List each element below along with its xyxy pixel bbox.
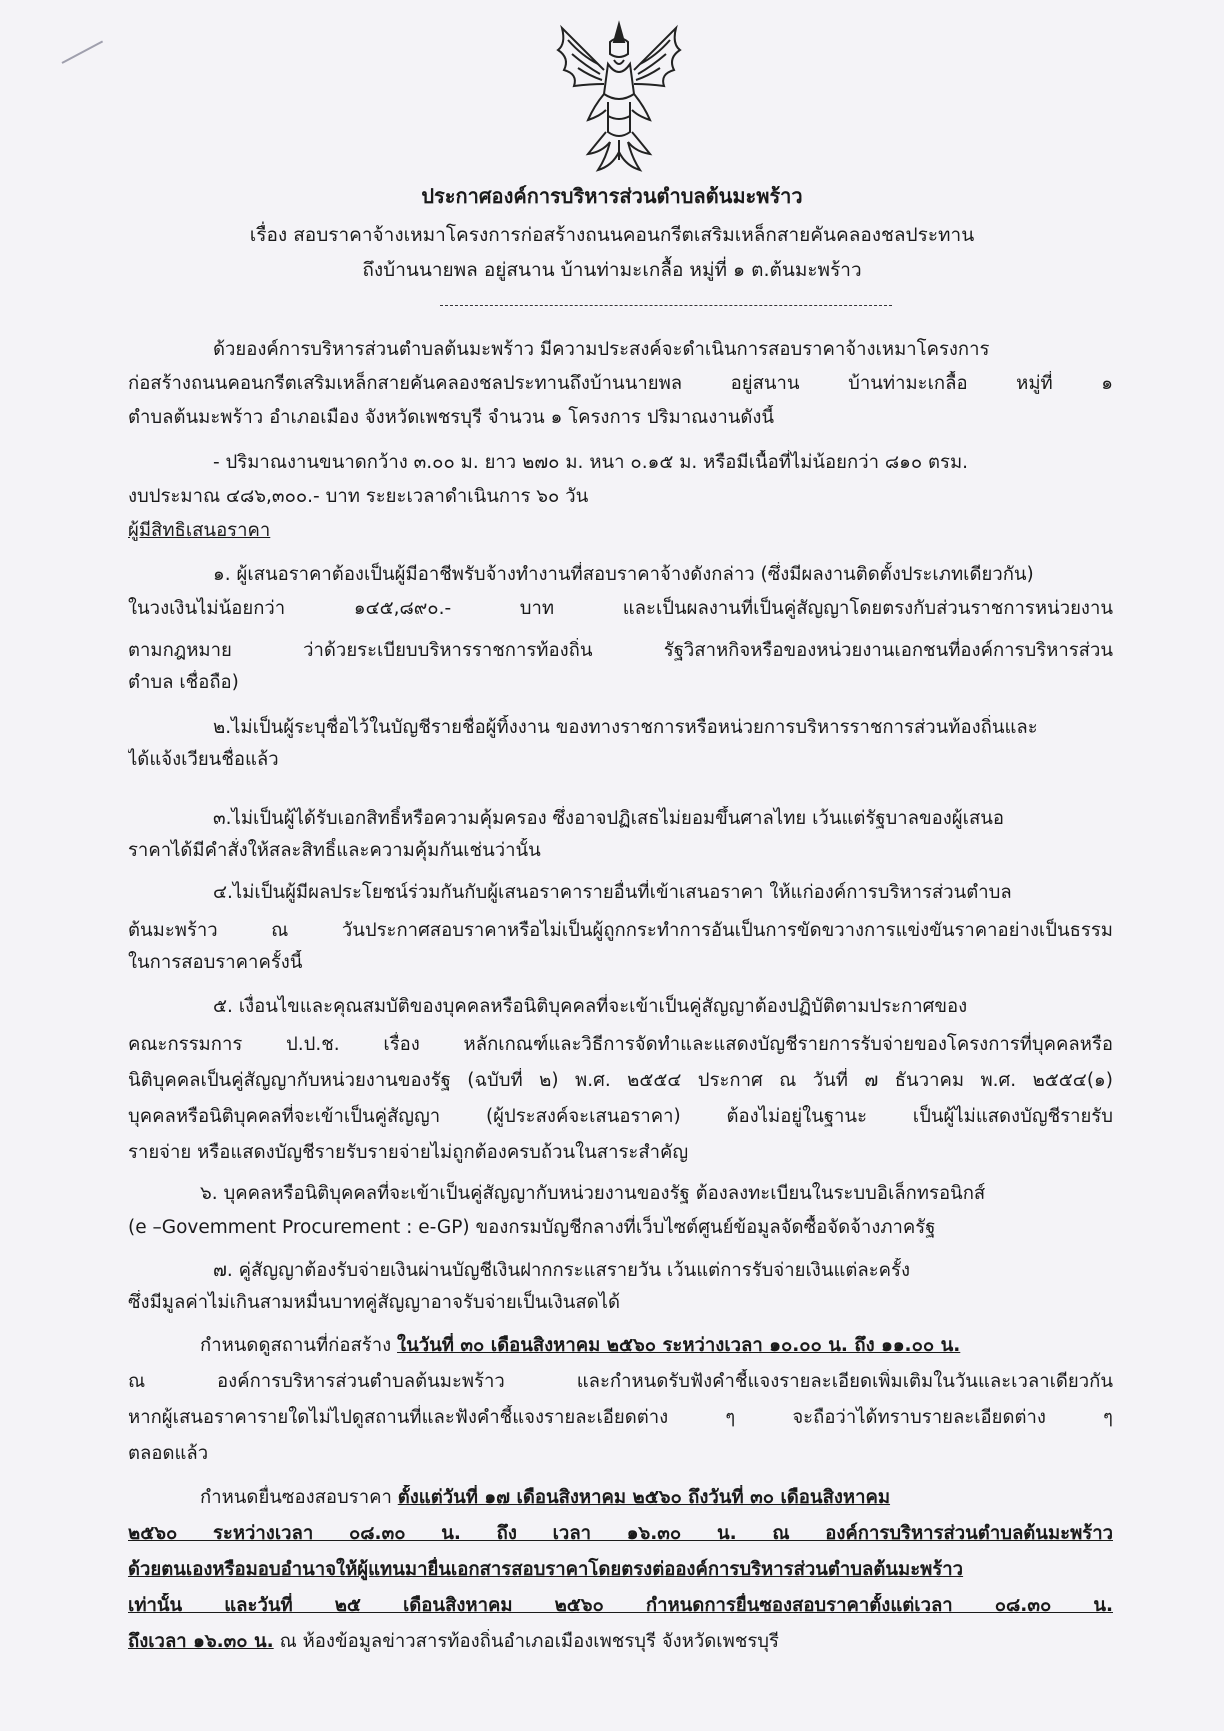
qualification-7-line-2: ซึ่งมีมูลค่าไม่เกินสามหมื่นบาทคู่สัญญาอาจรับจ่ายเป็นเงินสดได้ — [128, 1292, 620, 1313]
qualification-1-line-3: ตามกฎหมาย ว่าด้วยระเบียบบริหารราชการท้องถิ่น รัฐวิสาหกิจหรือของหน่วยงานเอกชนที่องค์การบริหารส่วน — [128, 640, 1113, 661]
qualification-5-line-5: รายจ่าย หรือแสดงบัญชีรายรับรายจ่ายไม่ถูกต้องครบถ้วนในสาระสำคัญ — [128, 1142, 689, 1163]
subject-line-2: ถึงบ้านนายพล อยู่สนาน บ้านท่ามะเกลื้อ หมู่ที่ ๑ ต.ต้นมะพร้าว — [362, 259, 862, 281]
qualification-7-line-1: ๗. คู่สัญญาต้องรับจ่ายเงินผ่านบัญชีเงินฝากกระแสรายวัน เว้นแต่การรับจ่ายเงินแต่ละครั้ง — [213, 1260, 911, 1281]
submission-line-3: ด้วยตนเองหรือมอบอำนาจให้ผู้แทนมายื่นเอกสารสอบราคาโดยตรงต่อองค์การบริหารส่วนตำบลต้นมะพร้าว — [128, 1559, 964, 1580]
garuda-emblem-icon — [548, 20, 690, 176]
intro-line-3: ตำบลต้นมะพร้าว อำเภอเมือง จังหวัดเพชรบุรี จำนวน ๑ โครงการ ปริมาณงานดังนี้ — [128, 407, 775, 428]
site-visit-date: ในวันที่ ๓๐ เดือนสิงหาคม ๒๕๖๐ ระหว่างเวลา ๑๐.๐๐ น. ถึง ๑๑.๐๐ น. — [397, 1335, 961, 1356]
qualification-1-line-4: ตำบล เชื่อถือ) — [128, 672, 239, 693]
submission-line-1 — [200, 1485, 1113, 1511]
title-divider — [440, 305, 892, 306]
site-visit-label: กำหนดดูสถานที่ก่อสร้าง — [200, 1335, 398, 1356]
submission-label: กำหนดยื่นซองสอบราคา — [200, 1487, 398, 1508]
subject-line-1: เรื่อง สอบราคาจ้างเหมาโครงการก่อสร้างถนนคอนกรีตเสริมเหล็กสายคันคลองชลประทาน — [249, 224, 975, 246]
qualification-1-line-2: ในวงเงินไม่น้อยกว่า ๑๔๕,๘๙๐.- บาท และเป็นผลงานที่เป็นคู่สัญญาโดยตรงกับส่วนราชการหน่วยงาน — [128, 598, 1113, 619]
site-visit-line-3: หากผู้เสนอราคารายใดไม่ไปดูสถานที่และฟังคำชี้แจงรายละเอียดต่าง ๆ จะถือว่าได้ทราบรายละเอียดต่าง ๆ — [128, 1407, 1113, 1428]
site-visit-line-2: ณ องค์การบริหารส่วนตำบลต้นมะพร้าว และกำหนดรับฟังคำชี้แจงรายละเอียดเพิ่มเติมในวันและเวลาเดียวกัน — [128, 1371, 1113, 1392]
qualification-5-line-4: บุคคลหรือนิติบุคคลที่จะเข้าเป็นคู่สัญญา (ผู้ประสงค์จะเสนอราคา) ต้องไม่อยู่ในฐานะ เป็นผู้ไม่แสดงบัญชีรายรับ — [128, 1106, 1113, 1127]
qualification-6-line-1: ๖. บุคคลหรือนิติบุคคลที่จะเข้าเป็นคู่สัญญากับหน่วยงานของรัฐ ต้องลงทะเบียนในระบบอิเล็กทรอนิกส์ — [200, 1183, 986, 1204]
qualification-1-line-1: ๑. ผู้เสนอราคาต้องเป็นผู้มีอาชีพรับจ้างทำงานที่สอบราคาจ้างดังกล่าว (ซึ่งมีผลงานติดตั้งประเภทเดียวกัน) — [213, 564, 1034, 585]
intro-line-2: ก่อสร้างถนนคอนกรีตเสริมเหล็กสายคันคลองชลประทานถึงบ้านนายพล อยู่สนาน บ้านท่ามะเกลื้อ หมู่ที่ ๑ — [128, 373, 1113, 394]
site-visit-line-4: ตลอดแล้ว — [128, 1443, 209, 1464]
document-title: ประกาศองค์การบริหารส่วนตำบลต้นมะพร้าว — [421, 184, 803, 208]
qualification-3-line-2: ราคาได้มีคำสั่งให้สละสิทธิ์และความคุ้มกันเช่นว่านั้น — [128, 840, 541, 861]
qualification-4-line-2: ต้นมะพร้าว ณ วันประกาศสอบราคาหรือไม่เป็นผู้ถูกกระทำการอันเป็นการขัดขวางการแข่งขันราคาอย่างเป็นธรรม — [128, 920, 1113, 941]
pen-mark — [62, 41, 104, 64]
submission-date-range: ตั้งแต่วันที่ ๑๗ เดือนสิงหาคม ๒๕๖๐ ถึงวันที่ ๓๐ เดือนสิงหาคม — [397, 1487, 891, 1508]
site-visit-line-1 — [200, 1333, 1113, 1359]
qualification-5-line-1: ๕. เงื่อนไขและคุณสมบัติของบุคคลหรือนิติบุคคลที่จะเข้าเป็นคู่สัญญาต้องปฏิบัติตามประกาศของ — [213, 996, 968, 1017]
qualification-4-line-3: ในการสอบราคาครั้งนี้ — [128, 952, 303, 973]
volume-line-2: งบประมาณ ๔๘๖,๓๐๐.- บาท ระยะเวลาดำเนินการ ๖๐ วัน — [128, 486, 589, 507]
qualification-2-line-1: ๒.ไม่เป็นผู้ระบุชื่อไว้ในบัญชีรายชื่อผู้ทิ้งงาน ของทางราชการหรือหน่วยการบริหารราชการส่วนท้องถิ่นและ — [213, 717, 1038, 738]
submission-line-2: ๒๕๖๐ ระหว่างเวลา ๐๘.๓๐ น. ถึง เวลา ๑๖.๓๐ น. ณ องค์การบริหารส่วนตำบลต้นมะพร้าว — [128, 1523, 1113, 1544]
qualification-5-line-3: นิติบุคคลเป็นคู่สัญญากับหน่วยงานของรัฐ (ฉบับที่ ๒) พ.ศ. ๒๕๕๔ ประกาศ ณ วันที่ ๗ ธันวาคม พ.ศ. ๒๕๕๔(๑) — [128, 1070, 1113, 1091]
qualification-heading: ผู้มีสิทธิเสนอราคา — [128, 520, 271, 541]
qualification-6-line-2: (e –Govemment Procurement : e-GP) ของกรมบัญชีกลางที่เว็บไซต์ศูนย์ข้อมูลจัดซื้อจัดจ้างภาครัฐ — [128, 1217, 936, 1238]
qualification-3-line-1: ๓.ไม่เป็นผู้ได้รับเอกสิทธิ์หรือความคุ้มครอง ซึ่งอาจปฏิเสธไม่ยอมขึ้นศาลไทย เว้นแต่รัฐบาลของผู้เสนอ — [213, 808, 1005, 829]
submission-location: ณ ห้องข้อมูลข่าวสารท้องถิ่นอำเภอเมืองเพชรบุรี จังหวัดเพชรบุรี — [273, 1631, 779, 1652]
qualification-4-line-1: ๔.ไม่เป็นผู้มีผลประโยชน์ร่วมกันกับผู้เสนอราคารายอื่นที่เข้าเสนอราคา ให้แก่องค์การบริหารส่วนตำบล — [213, 882, 1012, 903]
intro-line-1: ด้วยองค์การบริหารส่วนตำบลต้นมะพร้าว มีความประสงค์จะดำเนินการสอบราคาจ้างเหมาโครงการ — [213, 339, 990, 360]
volume-line-1: - ปริมาณงานขนาดกว้าง ๓.๐๐ ม. ยาว ๒๗๐ ม. หนา ๐.๑๕ ม. หรือมีเนื้อที่ไม่น้อยกว่า ๘๑๐ ตรม. — [213, 452, 969, 473]
qualification-2-line-2: ได้แจ้งเวียนชื่อแล้ว — [128, 749, 279, 770]
submission-line-4: เท่านั้น และวันที่ ๒๕ เดือนสิงหาคม ๒๕๖๐ กำหนดการยื่นซองสอบราคาตั้งแต่เวลา ๐๘.๓๐ น. — [128, 1595, 1113, 1616]
submission-end-time: ถึงเวลา ๑๖.๓๐ น. — [128, 1631, 274, 1652]
submission-line-5 — [128, 1629, 1113, 1655]
qualification-5-line-2: คณะกรรมการ ป.ป.ช. เรื่อง หลักเกณฑ์และวิธีการจัดทำและแสดงบัญชีรายการรับจ่ายของโครงการที่บุคคลหรือ — [128, 1034, 1113, 1055]
